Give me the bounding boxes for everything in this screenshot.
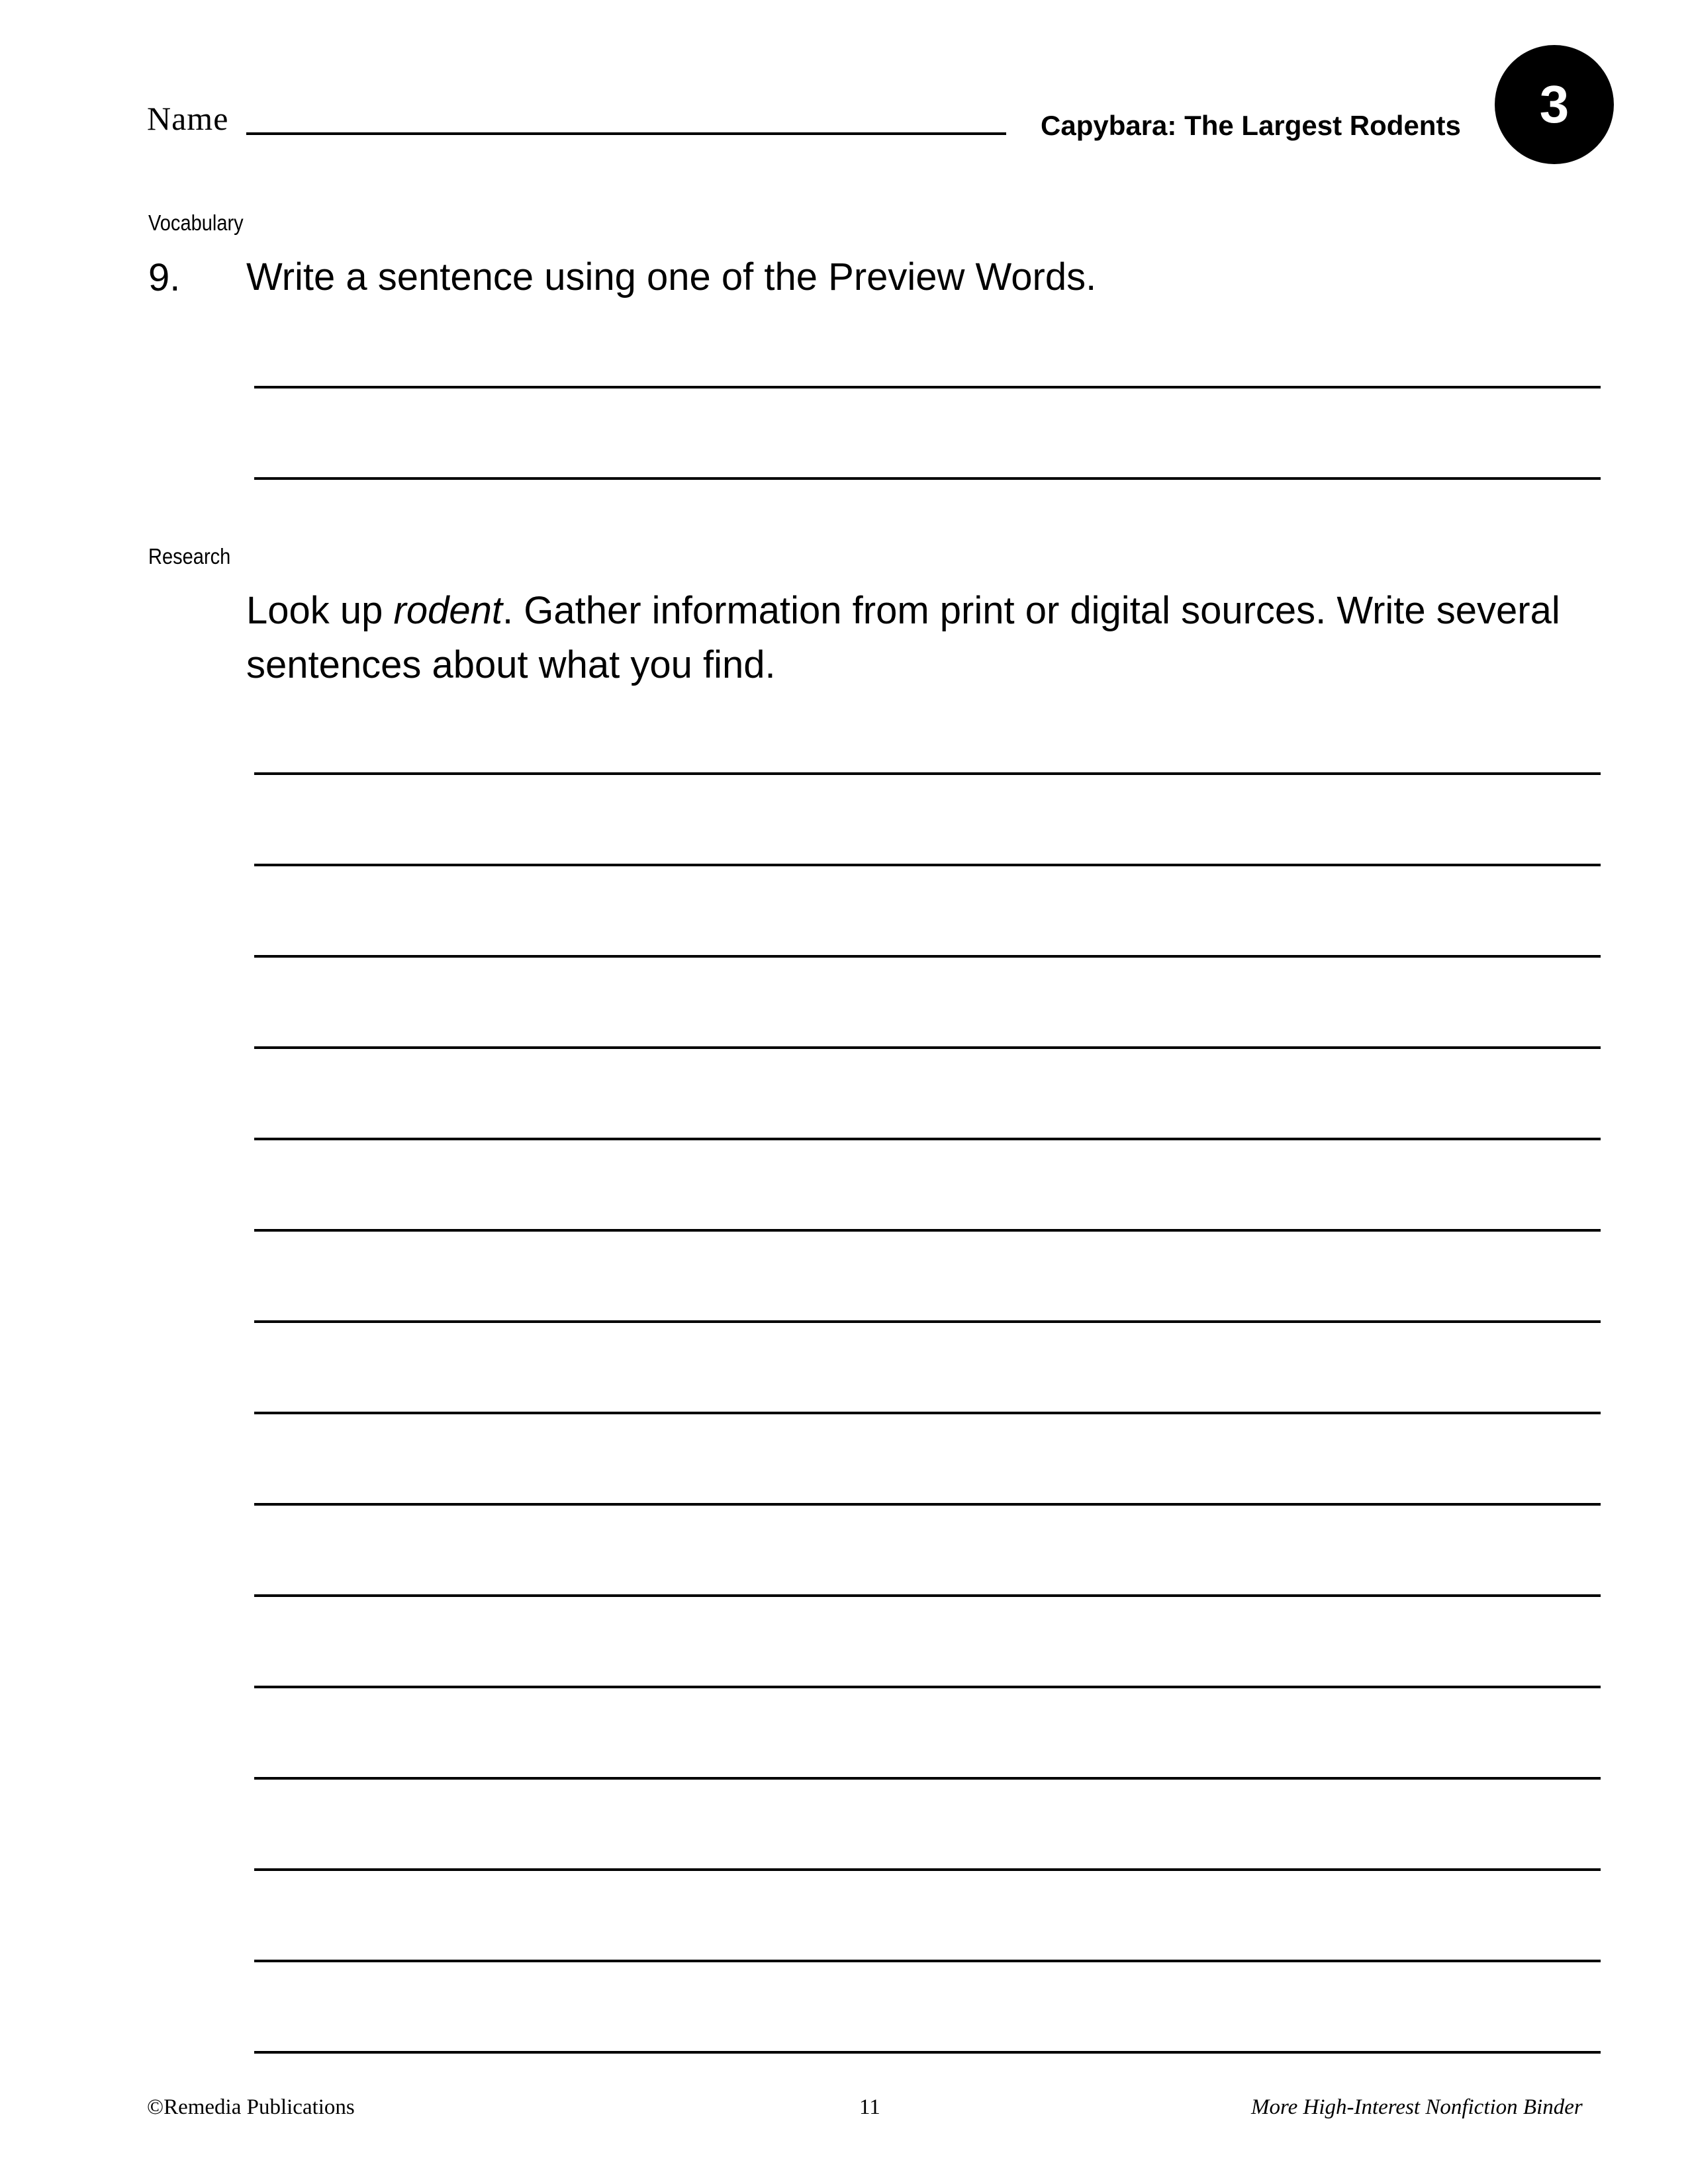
answer-line[interactable] xyxy=(254,955,1601,958)
research-text-before: Look up xyxy=(246,589,394,632)
footer-publisher: ©Remedia Publications xyxy=(147,2095,355,2119)
research-section-label: Research xyxy=(148,544,231,569)
footer-page-number: 11 xyxy=(859,2095,880,2119)
answer-line[interactable] xyxy=(254,2051,1601,2054)
answer-line[interactable] xyxy=(254,1229,1601,1232)
question-number: 9. xyxy=(148,256,181,299)
worksheet-title: Capybara: The Largest Rodents xyxy=(1041,110,1461,141)
answer-line[interactable] xyxy=(254,1138,1601,1140)
answer-line[interactable] xyxy=(254,1046,1601,1049)
answer-line[interactable] xyxy=(254,386,1601,388)
answer-line[interactable] xyxy=(254,1777,1601,1780)
unit-number: 3 xyxy=(1539,75,1570,134)
answer-line[interactable] xyxy=(254,1320,1601,1323)
unit-number-badge xyxy=(1495,45,1614,164)
answer-line[interactable] xyxy=(254,1503,1601,1506)
vocabulary-section-label: Vocabulary xyxy=(148,210,244,235)
research-instructions xyxy=(246,584,1597,692)
footer-book-title: More High-Interest Nonfiction Binder xyxy=(1251,2095,1583,2119)
name-label: Name xyxy=(147,100,229,137)
answer-line[interactable] xyxy=(254,477,1601,480)
answer-line[interactable] xyxy=(254,864,1601,866)
name-field-line[interactable] xyxy=(246,132,1006,135)
vocabulary-question-text: Write a sentence using one of the Preview Words. xyxy=(246,255,1097,298)
answer-line[interactable] xyxy=(254,1594,1601,1597)
answer-line[interactable] xyxy=(254,1412,1601,1414)
research-text-after: . Gather information from print or digital sources. Write several sentences about what you find. xyxy=(246,589,1560,686)
research-keyword: rodent xyxy=(393,589,502,632)
answer-line[interactable] xyxy=(254,772,1601,775)
answer-line[interactable] xyxy=(254,1686,1601,1688)
answer-line[interactable] xyxy=(254,1960,1601,1962)
answer-line[interactable] xyxy=(254,1868,1601,1871)
